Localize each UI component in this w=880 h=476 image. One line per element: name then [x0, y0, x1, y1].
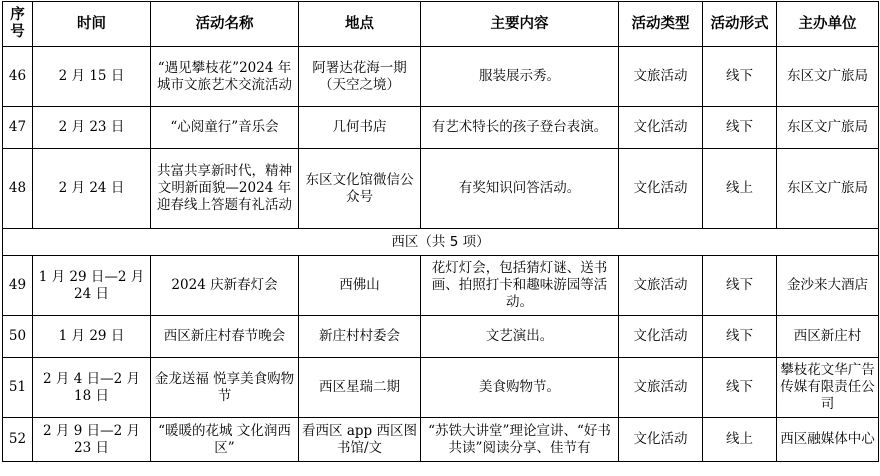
cell-content: 有艺术特长的孩子登台表演。 — [421, 107, 619, 149]
cell-no: 47 — [3, 107, 33, 149]
header-content: 主要内容 — [421, 2, 619, 47]
cell-name: 西区新庄村春节晚会 — [151, 316, 299, 358]
table-row — [3, 256, 879, 316]
cell-place: 阿署达花海一期（天空之境） — [299, 47, 421, 107]
cell-time: 1 月 29 日—2 月 24 日 — [33, 256, 151, 316]
header-no: 序号 — [3, 2, 33, 47]
cell-name: “心阅童行”音乐会 — [151, 107, 299, 149]
cell-time: 2 月 15 日 — [33, 47, 151, 107]
cell-type: 文旅活动 — [619, 47, 703, 107]
cell-content: 有奖知识问答活动。 — [421, 149, 619, 229]
cell-time: 2 月 24 日 — [33, 149, 151, 229]
cell-no: 50 — [3, 316, 33, 358]
header-time: 时间 — [33, 2, 151, 47]
cell-place: 西区星瑞二期 — [299, 358, 421, 418]
cell-organizer: 西区融媒体中心 — [777, 418, 879, 462]
cell-form: 线上 — [703, 149, 777, 229]
cell-type: 文化活动 — [619, 149, 703, 229]
table-row — [3, 149, 879, 229]
table-row — [3, 358, 879, 418]
table-row — [3, 107, 879, 149]
table-row — [3, 47, 879, 107]
cell-no: 48 — [3, 149, 33, 229]
cell-name: “暖暖的花城 文化润西区” — [151, 418, 299, 462]
cell-organizer: 西区新庄村 — [777, 316, 879, 358]
cell-type: 文旅活动 — [619, 256, 703, 316]
cell-name: “遇见攀枝花”2024 年城市文旅艺术交流活动 — [151, 47, 299, 107]
header-organizer: 主办单位 — [777, 2, 879, 47]
events-table — [2, 1, 879, 462]
cell-organizer: 东区文广旅局 — [777, 149, 879, 229]
cell-form: 线上 — [703, 418, 777, 462]
cell-time: 2 月 9 日—2 月 23 日 — [33, 418, 151, 462]
cell-time: 2 月 4 日—2 月 18 日 — [33, 358, 151, 418]
cell-form: 线下 — [703, 47, 777, 107]
cell-name: 共富共享新时代，精神文明新面貌—2024 年迎春线上答题有礼活动 — [151, 149, 299, 229]
cell-name: 金龙送福 悦享美食购物节 — [151, 358, 299, 418]
cell-organizer: 攀枝花文华广告传媒有限责任公司 — [777, 358, 879, 418]
cell-content: 文艺演出。 — [421, 316, 619, 358]
cell-place: 看西区 app 西区图书馆/文 — [299, 418, 421, 462]
header-place: 地点 — [299, 2, 421, 47]
header-row — [3, 2, 879, 47]
cell-no: 51 — [3, 358, 33, 418]
header-form: 活动形式 — [703, 2, 777, 47]
cell-type: 文化活动 — [619, 107, 703, 149]
section-row — [3, 229, 879, 256]
section-west: 西区（共 5 项） — [3, 229, 879, 256]
cell-organizer: 金沙来大酒店 — [777, 256, 879, 316]
cell-content: 美食购物节。 — [421, 358, 619, 418]
table-row — [3, 316, 879, 358]
cell-place: 西佛山 — [299, 256, 421, 316]
cell-organizer: 东区文广旅局 — [777, 107, 879, 149]
cell-form: 线下 — [703, 107, 777, 149]
cell-place: 几何书店 — [299, 107, 421, 149]
cell-content: 服装展示秀。 — [421, 47, 619, 107]
header-name: 活动名称 — [151, 2, 299, 47]
cell-no: 52 — [3, 418, 33, 462]
cell-time: 2 月 23 日 — [33, 107, 151, 149]
cell-name: 2024 庆新春灯会 — [151, 256, 299, 316]
header-type: 活动类型 — [619, 2, 703, 47]
cell-no: 49 — [3, 256, 33, 316]
cell-form: 线下 — [703, 316, 777, 358]
table-row — [3, 418, 879, 462]
cell-content: 花灯灯会，包括猜灯谜、送书画、拍照打卡和趣味游园等活动。 — [421, 256, 619, 316]
cell-content: “苏铁大讲堂”理论宣讲、“好书共读”阅读分享、佳节有 — [421, 418, 619, 462]
cell-type: 文化活动 — [619, 418, 703, 462]
cell-time: 1 月 29 日 — [33, 316, 151, 358]
cell-place: 新庄村村委会 — [299, 316, 421, 358]
cell-form: 线下 — [703, 358, 777, 418]
cell-organizer: 东区文广旅局 — [777, 47, 879, 107]
cell-place: 东区文化馆微信公众号 — [299, 149, 421, 229]
cell-no: 46 — [3, 47, 33, 107]
cell-type: 文化活动 — [619, 316, 703, 358]
cell-type: 文旅活动 — [619, 358, 703, 418]
cell-form: 线下 — [703, 256, 777, 316]
